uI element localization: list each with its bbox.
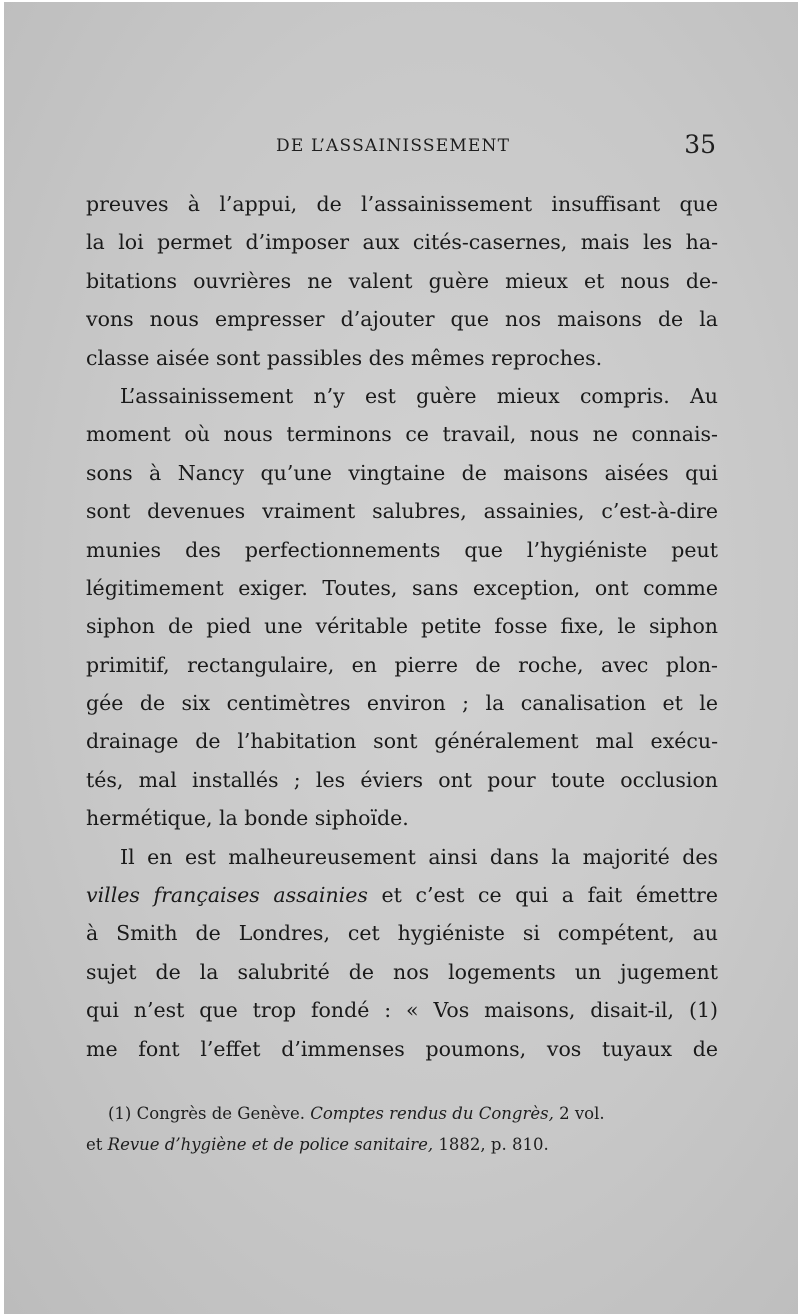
text-line: bitations ouvrières ne valent guère mieux et nous de- — [86, 268, 718, 293]
text-line: hermétique, la bonde siphoïde. — [86, 806, 409, 831]
body-text — [86, 185, 718, 1068]
text-line: classe aisée sont passibles des mêmes reproches. — [86, 345, 603, 370]
text-line: la loi permet d’imposer aux cités-casernes, mais les ha- — [86, 230, 718, 255]
footnote-text: (1) Congrès de Genève. — [108, 1104, 305, 1123]
text-line-with-italic — [86, 876, 718, 914]
footnote-italic: Revue d’hygiène et de police sanitaire, — [107, 1135, 434, 1154]
text-line: qui n’est que trop fondé : « Vos maisons, disait-il, (1) — [86, 998, 718, 1023]
paragraph-start-line: L’assainissement n’y est guère mieux compris. Au — [120, 383, 718, 408]
footnote-text: 2 vol. — [559, 1104, 605, 1123]
text-line-rest: et c’est ce qui a fait émettre — [381, 883, 718, 908]
text-line: légitimement exiger. Toutes, sans exception, ont comme — [86, 575, 718, 600]
footnote-text: et — [86, 1135, 103, 1154]
text-line: drainage de l’habitation sont généralement mal exécu- — [86, 729, 718, 754]
page-number: 35 — [684, 130, 716, 159]
text-line: gée de six centimètres environ ; la canalisation et le — [86, 691, 718, 716]
footnote-line-1 — [86, 1098, 718, 1129]
text-line: à Smith de Londres, cet hygiéniste si compétent, au — [86, 921, 718, 946]
paragraph-start-line: Il en est malheureusement ainsi dans la majorité des — [120, 844, 718, 869]
text-line: sont devenues vraiment salubres, assainies, c’est-à-dire — [86, 499, 718, 524]
italic-phrase: villes françaises assainies — [86, 883, 368, 908]
running-head: DE L’ASSAINISSEMENT — [276, 136, 511, 156]
text-line: moment où nous terminons ce travail, nous ne connais- — [86, 422, 718, 447]
footnote-text: 1882, p. 810. — [438, 1135, 549, 1154]
page-header — [86, 130, 716, 170]
text-line: me font l’effet d’immenses poumons, vos tuyaux de — [86, 1036, 718, 1061]
text-line: sujet de la salubrité de nos logements un jugement — [86, 959, 718, 984]
footnote — [86, 1098, 718, 1160]
text-line: primitif, rectangulaire, en pierre de roche, avec plon- — [86, 652, 718, 677]
text-line: munies des perfectionnements que l’hygiéniste peut — [86, 537, 718, 562]
text-line: vons nous empresser d’ajouter que nos maisons de la — [86, 307, 718, 332]
text-line: siphon de pied une véritable petite fosse fixe, le siphon — [86, 614, 718, 639]
text-line: preuves à l’appui, de l’assainissement insuffisant que — [86, 192, 718, 216]
footnote-italic: Comptes rendus du Congrès, — [310, 1104, 554, 1123]
footnote-line-2 — [86, 1129, 718, 1160]
book-page — [4, 2, 798, 1314]
text-line: sons à Nancy qu’une vingtaine de maisons aisées qui — [86, 460, 718, 485]
text-line: tés, mal installés ; les éviers ont pour toute occlusion — [86, 767, 718, 792]
